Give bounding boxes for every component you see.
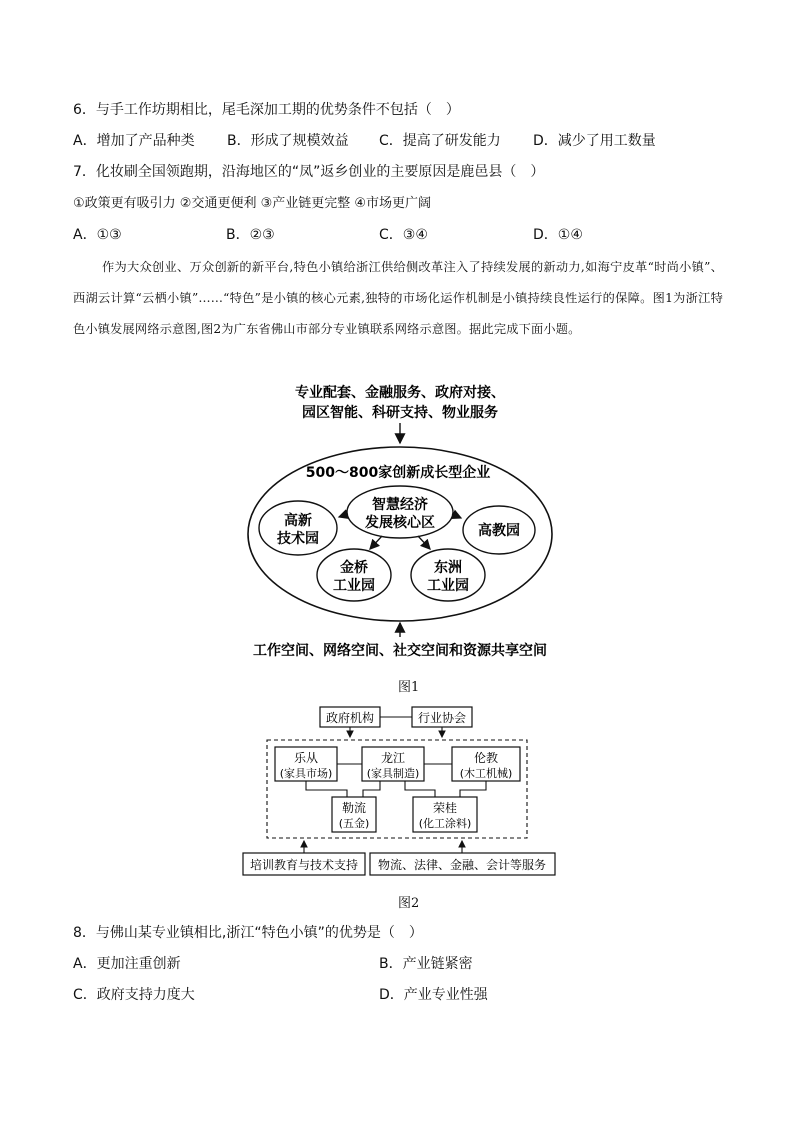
q6-option-c: C．提高了研发能力 [379, 133, 501, 149]
svg-text:东洲: 东洲 [434, 560, 462, 576]
figure2-diagram [235, 702, 565, 880]
figure1-ellipse-title: 500～800家创新成长型企业 [305, 465, 491, 481]
svg-text:伦教: 伦教 [473, 751, 499, 765]
svg-text:乐从: 乐从 [293, 751, 319, 765]
svg-text:工业园: 工业园 [427, 578, 469, 594]
q6-option-b: B．形成了规模效益 [227, 133, 349, 149]
figure1-caption: 图1 [398, 680, 420, 695]
q8-option-a: A．更加注重创新 [73, 956, 181, 972]
q8-stem: 8．与佛山某专业镇相比,浙江“特色小镇”的优势是（ ） [73, 925, 423, 941]
q6-option-a: A．增加了产品种类 [73, 133, 195, 149]
svg-text:高新: 高新 [284, 513, 312, 529]
svg-text:工业园: 工业园 [333, 578, 375, 594]
svg-text:培训教育与技术支持: 培训教育与技术支持 [249, 858, 359, 872]
figure1-top-line1: 专业配套、金融服务、政府对接、 [295, 385, 505, 401]
svg-text:技术园: 技术园 [277, 531, 319, 547]
svg-text:高教园: 高教园 [478, 523, 520, 539]
q7-items: ①政策更有吸引力 ②交通更便利 ③产业链更完整 ④市场更广阔 [73, 196, 432, 211]
q7-option-b: B．②③ [226, 227, 275, 243]
svg-text:(木工机械): (木工机械) [459, 767, 513, 780]
figure1-bottom-label: 工作空间、网络空间、社交空间和资源共享空间 [253, 643, 547, 659]
svg-text:物流、法律、金融、会计等服务: 物流、法律、金融、会计等服务 [377, 858, 547, 872]
q7-stem: 7．化妆刷全国领跑期，沿海地区的“凤”返乡创业的主要原因是鹿邑县（ ） [73, 164, 545, 180]
q8-option-c: C．政府支持力度大 [73, 987, 195, 1003]
q8-option-b: B．产业链紧密 [379, 956, 473, 972]
q6-option-d: D．减少了用工数量 [533, 133, 656, 149]
figure1-top-line2: 园区智能、科研支持、物业服务 [302, 405, 498, 421]
svg-text:(化工涂料): (化工涂料) [418, 817, 472, 830]
svg-text:政府机构: 政府机构 [325, 711, 375, 725]
figure2-caption: 图2 [398, 896, 420, 911]
svg-text:金桥: 金桥 [340, 560, 368, 576]
svg-text:(家具市场): (家具市场) [279, 767, 333, 780]
q6-stem: 6．与手工作坊期相比，尾毛深加工期的优势条件不包括（ ） [73, 102, 460, 118]
svg-text:(五金): (五金) [338, 817, 370, 830]
svg-text:荣桂: 荣桂 [432, 801, 458, 815]
svg-text:行业协会: 行业协会 [417, 711, 467, 725]
q8-option-d: D．产业专业性强 [379, 987, 488, 1003]
svg-text:勒流: 勒流 [341, 801, 367, 815]
figure1-diagram [220, 375, 580, 665]
q7-option-c: C．③④ [379, 227, 428, 243]
q7-option-a: A．①③ [73, 227, 122, 243]
svg-text:发展核心区: 发展核心区 [365, 515, 435, 531]
svg-text:(家具制造): (家具制造) [366, 767, 420, 780]
q7-option-d: D．①④ [533, 227, 583, 243]
svg-text:智慧经济: 智慧经济 [372, 497, 428, 513]
passage: 作为大众创业、万众创新的新平台,特色小镇给浙江供给侧改革注入了持续发展的新动力,如海宁皮革“时尚小镇”、西湖云计算“云栖小镇”……“特色”是小镇的核心元素,独特的市场化运作机制是小镇持续良性运行的保障。图1为浙江特色小镇发展网络示意图,图2为广东省佛山市部分专业镇联系网络示意图。据此完成下面小题。 [73, 260, 723, 336]
svg-text:龙江: 龙江 [380, 751, 406, 765]
